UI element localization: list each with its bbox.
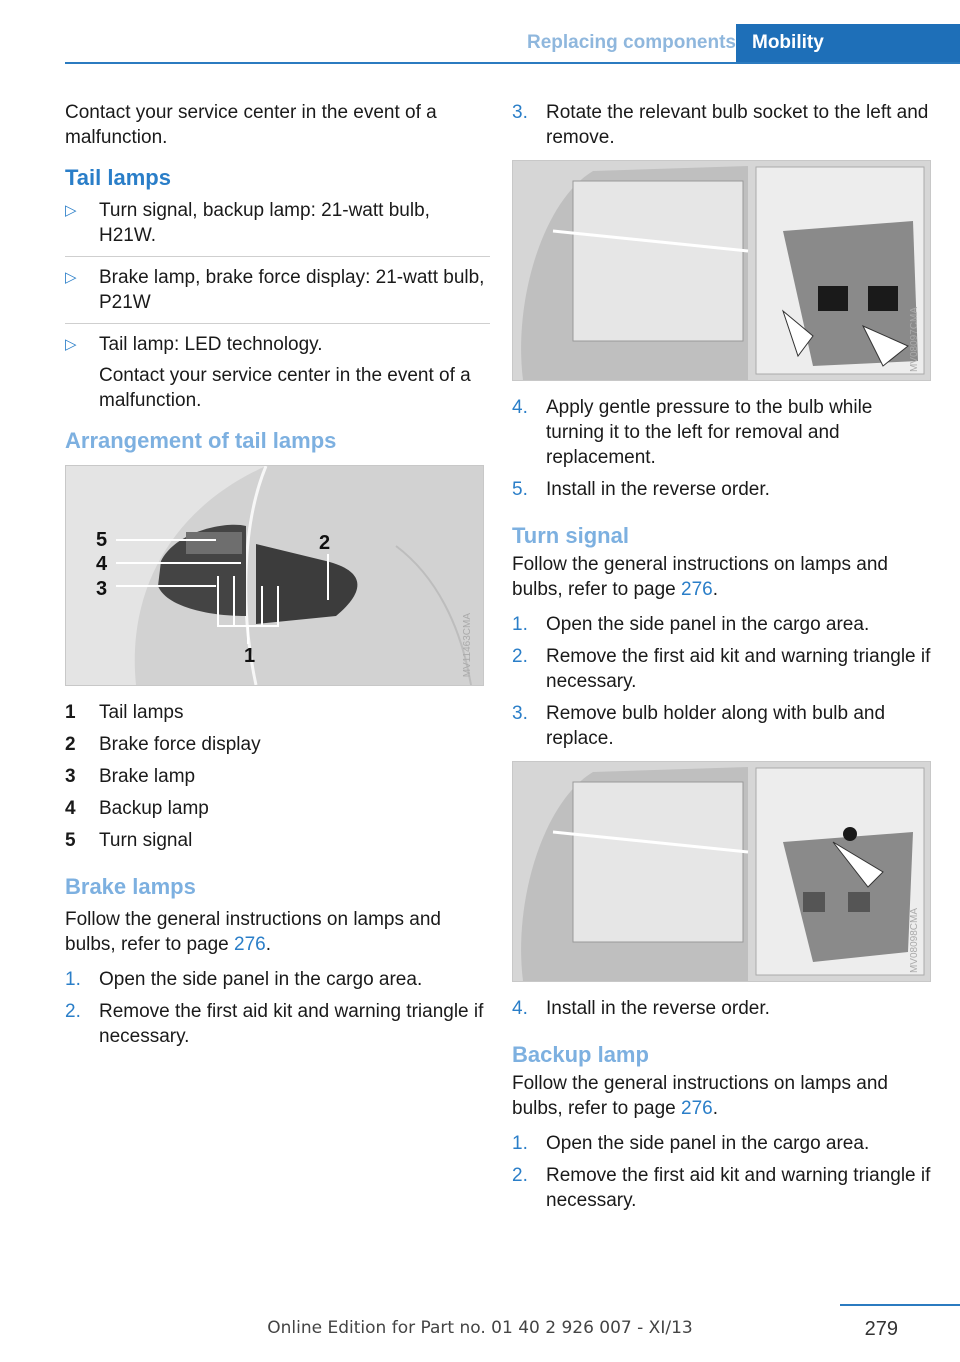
divider — [65, 323, 490, 324]
intro-text: Contact your service center in the event of a malfunction. — [65, 102, 437, 148]
step-item: 1. Open the side panel in the cargo area. — [65, 969, 423, 990]
page-link[interactable]: 276 — [681, 1098, 713, 1119]
callout-label: 1 — [244, 645, 256, 667]
header-chapter-tab[interactable]: Mobility — [736, 24, 960, 62]
triangle-bullet-icon: ▷ — [65, 336, 77, 353]
step-item: 3. Rotate the relevant bulb socket to the left and remove. — [512, 102, 929, 148]
page-link[interactable]: 276 — [681, 579, 713, 600]
legend-item: 5 Turn signal — [65, 830, 193, 851]
callout-label: 4 — [96, 553, 108, 575]
right-column — [512, 100, 932, 1220]
step-item: 1. Open the side panel in the cargo area. — [512, 1133, 870, 1154]
cargo-area-illustration — [513, 161, 930, 380]
image-watermark: MV11463CMA — [462, 612, 473, 677]
callout-label: 5 — [96, 529, 108, 551]
page-header — [65, 24, 960, 64]
step-item: 2. Remove the first aid kit and warning triangle if necessary. — [65, 1001, 484, 1047]
cargo-area-illustration — [513, 762, 930, 981]
callout-label: 3 — [96, 578, 108, 600]
turn-signal-heading: Turn signal — [512, 523, 629, 548]
legend-item: 3 Brake lamp — [65, 766, 196, 787]
bullet-text: Tail lamp: LED technology. — [99, 334, 323, 355]
backup-intro: Follow the general instructions on lamps and bulbs, refer to page 276. — [512, 1073, 888, 1119]
image-watermark: MV08098CMA — [909, 907, 920, 973]
bullet-text: Brake lamp, brake force display: 21-watt bulb, P21W — [99, 267, 485, 313]
bullet-note: Contact your service center in the event of a malfunction. — [99, 365, 471, 411]
footer-edition: Online Edition for Part no. 01 40 2 926 007 - XI/13 — [267, 1318, 693, 1338]
brake-intro: Follow the general instructions on lamps and bulbs, refer to page 276. — [65, 909, 441, 955]
tail-lamp-diagram — [65, 465, 484, 686]
turn-intro: Follow the general instructions on lamps and bulbs, refer to page 276. — [512, 554, 888, 600]
step-item: 5. Install in the reverse order. — [512, 479, 770, 500]
page-link[interactable]: 276 — [234, 934, 266, 955]
tail-lamp-illustration — [66, 466, 483, 685]
bullet-item — [65, 265, 490, 315]
legend-item: 4 Backup lamp — [65, 798, 209, 819]
tail-lamps-heading: Tail lamps — [65, 165, 171, 190]
backup-lamp-heading: Backup lamp — [512, 1042, 649, 1067]
bullet-item — [65, 198, 490, 248]
left-column — [65, 100, 490, 1056]
divider — [65, 256, 490, 257]
step-item: 2. Remove the first aid kit and warning triangle if necessary. — [512, 646, 931, 692]
bullet-item — [65, 332, 490, 413]
arrangement-heading: Arrangement of tail lamps — [65, 428, 337, 453]
triangle-bullet-icon: ▷ — [65, 269, 77, 286]
triangle-bullet-icon: ▷ — [65, 202, 77, 219]
step-item: 1. Open the side panel in the cargo area. — [512, 614, 870, 635]
legend-item: 1 Tail lamps — [65, 702, 184, 723]
step-item: 3. Remove bulb holder along with bulb and replace. — [512, 703, 886, 749]
step-item: 4. Install in the reverse order. — [512, 998, 770, 1019]
brake-lamps-heading: Brake lamps — [65, 874, 196, 899]
page-number-rule — [840, 1304, 960, 1306]
callout-label: 2 — [319, 532, 331, 554]
header-section-title: Replacing components — [526, 32, 736, 53]
legend-item: 2 Brake force display — [65, 734, 261, 755]
image-watermark: MV08097CMA — [909, 306, 920, 372]
legend-list — [65, 700, 490, 853]
bulb-socket-photo — [512, 160, 931, 381]
step-item: 4. Apply gentle pressure to the bulb while turning it to the left for removal and replacement. — [512, 397, 873, 468]
page-number: 279 — [864, 1318, 898, 1340]
step-item: 2. Remove the first aid kit and warning triangle if necessary. — [512, 1165, 931, 1211]
bullet-text: Turn signal, backup lamp: 21-watt bulb, H21W. — [99, 200, 430, 246]
bulb-holder-photo — [512, 761, 931, 982]
